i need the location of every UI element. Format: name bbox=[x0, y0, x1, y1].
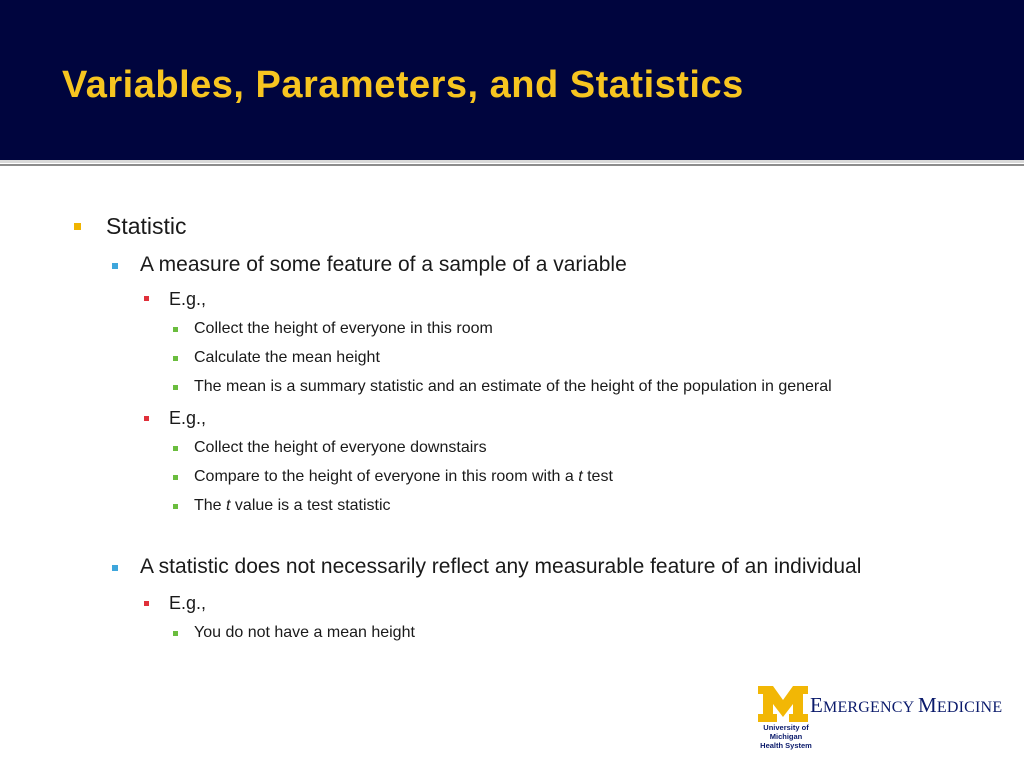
outline-item-eg1-a: Collect the height of everyone in this room bbox=[194, 320, 493, 337]
block-m-icon bbox=[758, 686, 808, 722]
outline-item-eg2-c bbox=[194, 497, 391, 515]
emergency-medicine-logo bbox=[748, 686, 1008, 750]
slide-title: Variables, Parameters, and Statistics bbox=[62, 64, 744, 106]
outline-item-eg-3: E.g., bbox=[169, 593, 207, 613]
logo-subtitle: University of Michigan Health System bbox=[760, 723, 812, 750]
bullet-square-icon bbox=[173, 385, 178, 390]
text-segment: value is a test statistic bbox=[230, 497, 391, 514]
outline-item-eg1-b: Calculate the mean height bbox=[194, 349, 380, 366]
bullet-square-icon bbox=[173, 356, 178, 361]
outline-item-eg2-a: Collect the height of everyone downstairs bbox=[194, 439, 487, 456]
text-segment: Compare to the height of everyone in this room with a bbox=[194, 468, 579, 485]
bullet-square-icon bbox=[144, 416, 149, 421]
text-segment: The bbox=[194, 497, 227, 514]
outline-item-statistic: Statistic bbox=[106, 213, 187, 239]
logo-wordmark: EMERGENCY MEDICINE bbox=[810, 693, 1003, 717]
bullet-square-icon bbox=[173, 631, 178, 636]
bullet-square-icon bbox=[74, 223, 81, 230]
outline-item-eg1-c: The mean is a summary statistic and an estimate of the height of the population in general bbox=[194, 378, 832, 395]
outline-item-eg-1: E.g., bbox=[169, 289, 207, 309]
bullet-square-icon bbox=[173, 504, 178, 509]
bullet-square-icon bbox=[144, 296, 149, 301]
italic-t: t bbox=[226, 497, 231, 514]
bullet-square-icon bbox=[112, 263, 118, 269]
outline-item-individual: A statistic does not necessarily reflect any measurable feature of an individual bbox=[140, 555, 862, 578]
outline-item-definition: A measure of some feature of a sample of a variable bbox=[140, 253, 627, 276]
outline-item-eg3-a: You do not have a mean height bbox=[194, 624, 415, 641]
outline-item-eg2-b bbox=[194, 468, 613, 486]
bullet-square-icon bbox=[112, 565, 118, 571]
bullet-square-icon bbox=[173, 475, 178, 480]
bullet-square-icon bbox=[173, 327, 178, 332]
bullet-square-icon bbox=[144, 601, 149, 606]
italic-t: t bbox=[578, 468, 583, 485]
text-segment: test bbox=[582, 468, 613, 485]
outline-item-eg-2: E.g., bbox=[169, 408, 207, 428]
bullet-square-icon bbox=[173, 446, 178, 451]
